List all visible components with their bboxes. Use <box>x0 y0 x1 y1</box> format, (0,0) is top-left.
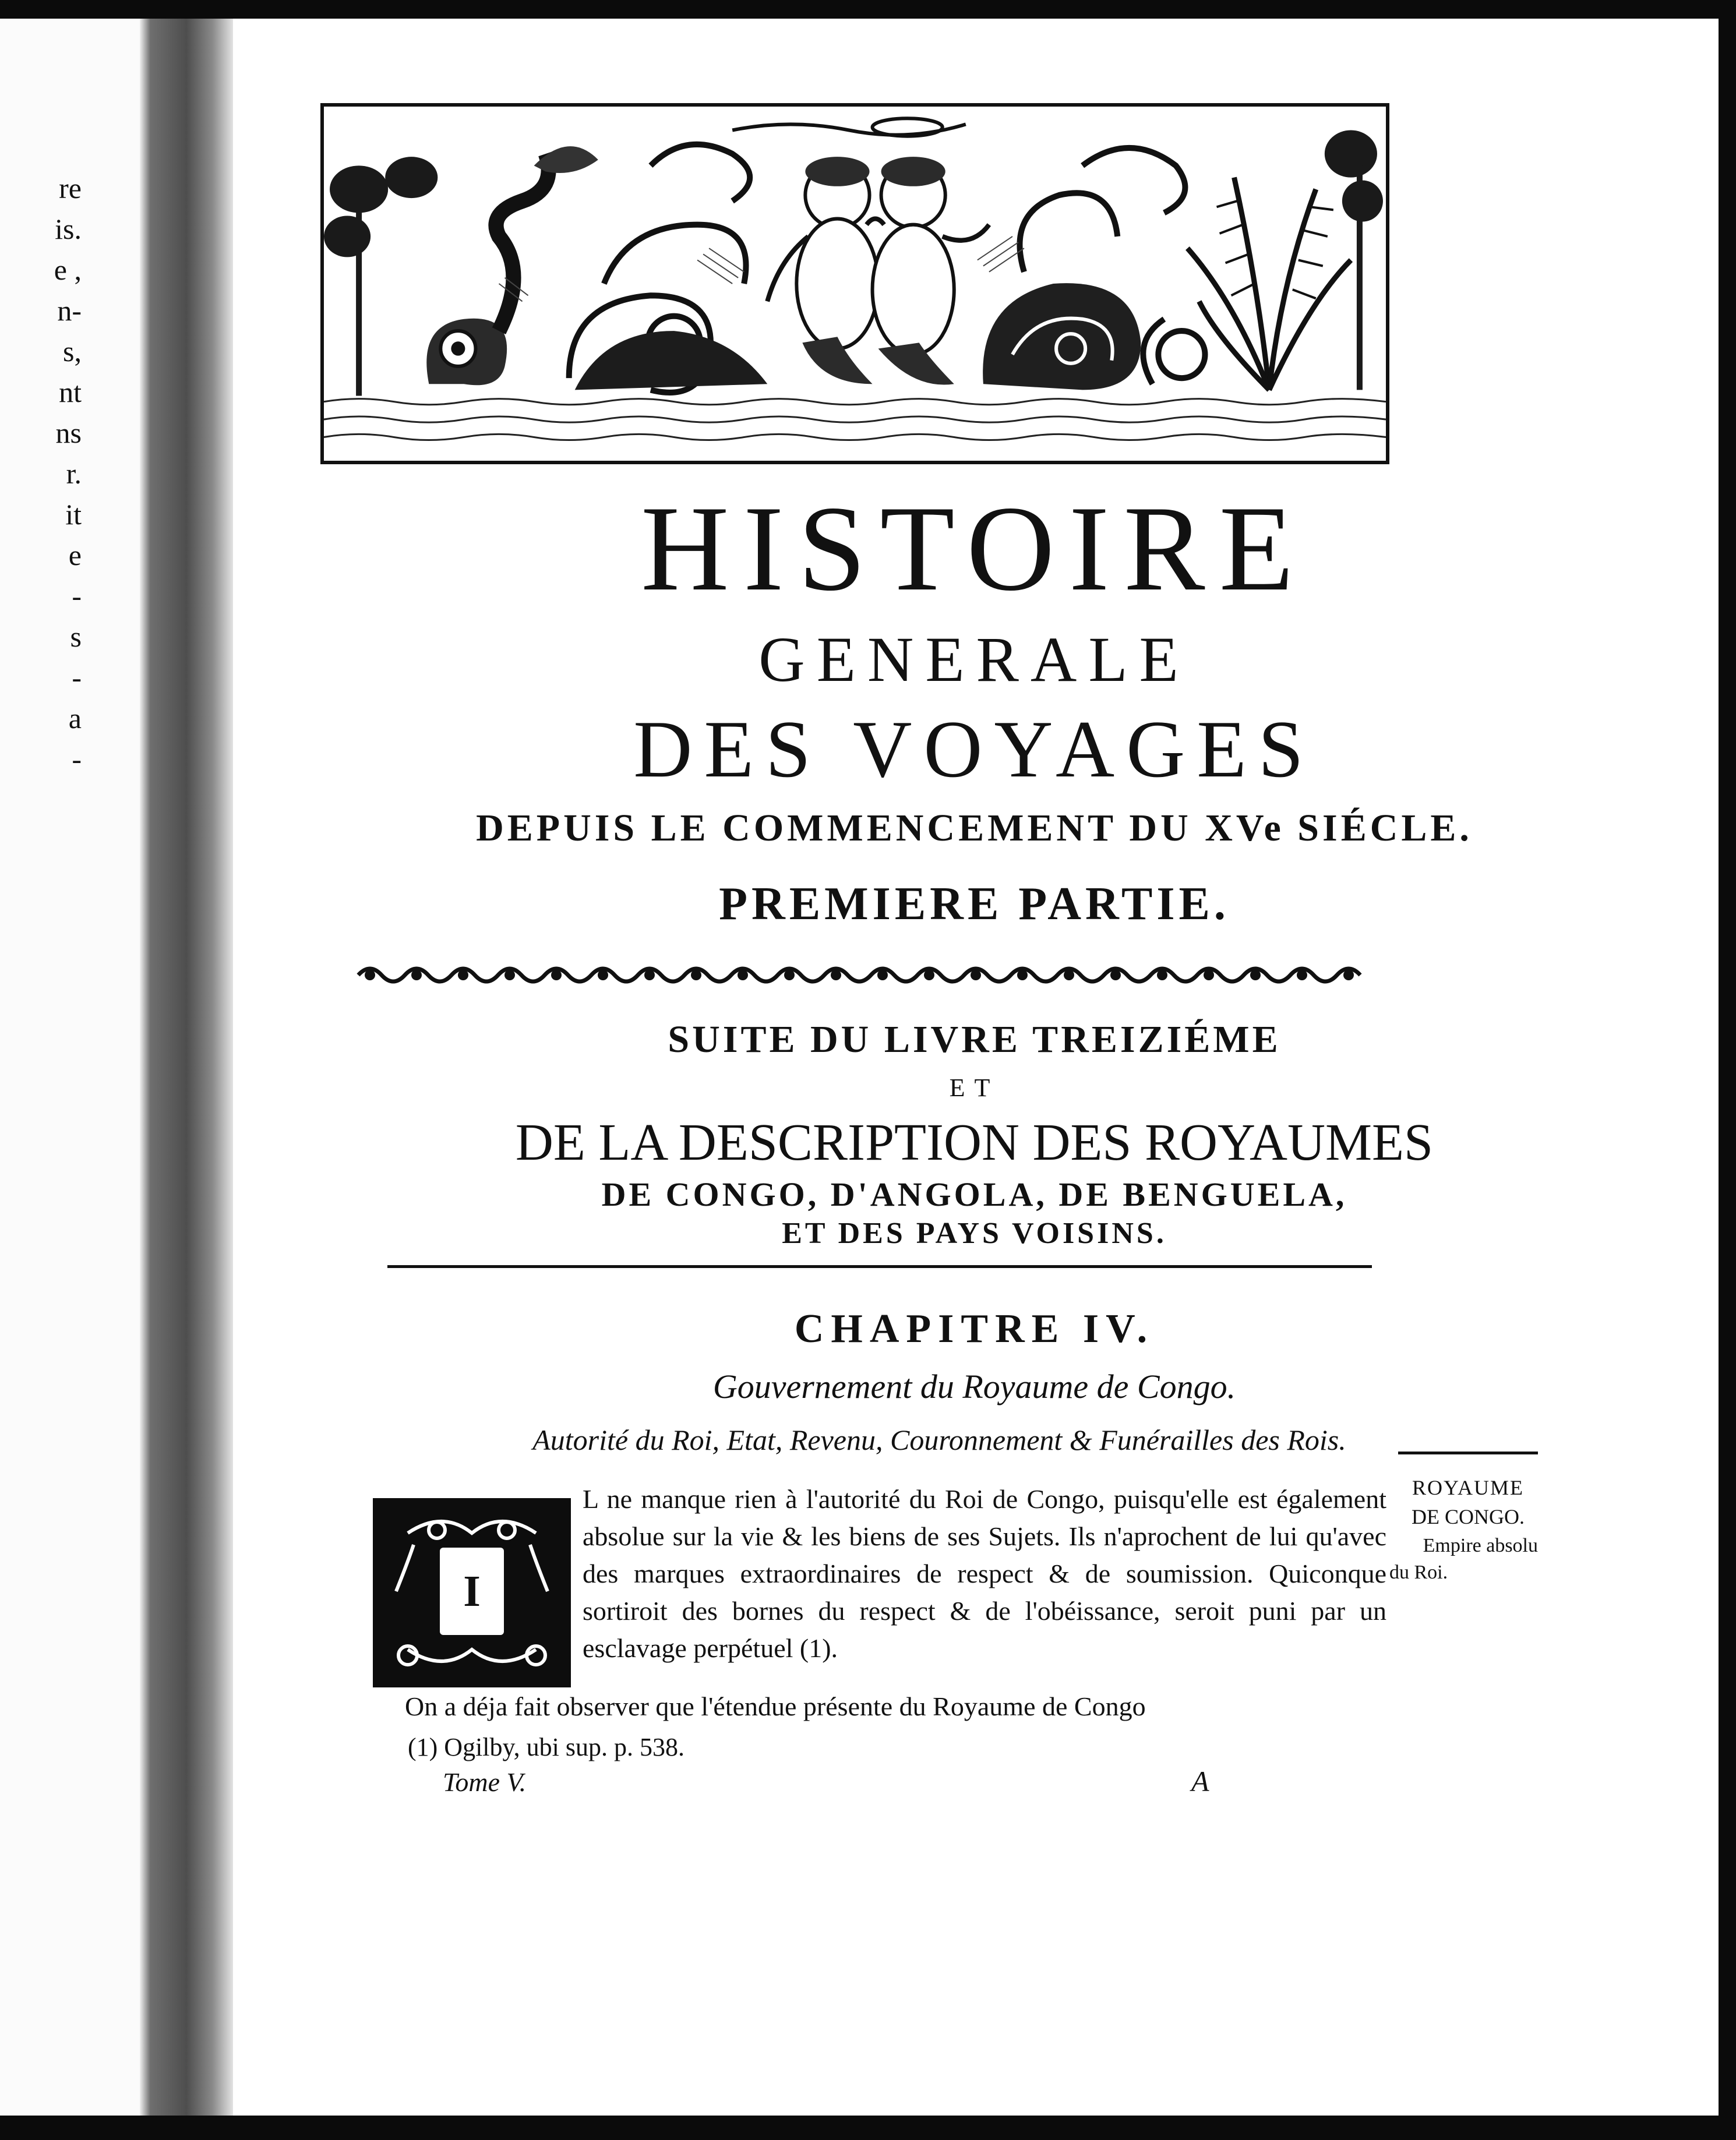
cherubs-engraving-icon <box>324 107 1386 461</box>
signature-mark: A <box>1191 1765 1209 1798</box>
fragment: - <box>72 661 82 694</box>
chapter-summary: Autorité du Roi, Etat, Revenu, Couronnement & Funérailles des Rois. <box>532 1424 1346 1456</box>
title-des-voyages: DES VOYAGES <box>633 704 1315 794</box>
margin-note-de-congo: DE CONGO. <box>1412 1505 1525 1528</box>
drop-cap-letter: I <box>463 1567 481 1616</box>
footnote: (1) Ogilby, ubi sup. p. 538. <box>408 1733 685 1761</box>
margin-note-du-roi: du Roi. <box>1389 1562 1448 1583</box>
fragment: is. <box>55 213 82 245</box>
fragment: re <box>59 172 82 204</box>
subtitle-suite-du-livre: SUITE DU LIVRE TREIZIÉME <box>668 1018 1281 1061</box>
margin-note-royaume: ROYAUME <box>1412 1476 1524 1499</box>
title-depuis: DEPUIS LE COMMENCEMENT DU XVe SIÉCLE. <box>476 807 1473 849</box>
initial-frame <box>440 1548 504 1635</box>
previous-page-text <box>17 172 82 775</box>
body-paragraph-2: On a déja fait observer que l'étendue présente du Royaume de Congo <box>405 1691 1146 1721</box>
margin-note-rule <box>1398 1452 1538 1454</box>
body-paragraph-1: L ne manque rien à l'autorité du Roi de Congo, puisqu'elle est également absolue sur la vie & les biens de ses Sujets. Ils n'aprochent de lui qu'avec des marques extraordinaires de respect & de soumission. Quiconque sortiroit des bornes du respect & de l'obéissance, seroit puni par un esclavage perpétuel (1). <box>583 1484 1386 1663</box>
fragment: s <box>70 620 82 653</box>
fragment: r. <box>66 457 82 490</box>
fragment: it <box>65 498 82 531</box>
fragment: a <box>68 702 82 734</box>
engraved-headpiece <box>320 103 1389 464</box>
scan-border-bottom <box>0 2116 1736 2140</box>
fragment: n- <box>57 294 82 327</box>
book-page <box>233 19 1719 2116</box>
fragment: ns <box>55 416 82 449</box>
volume-label: Tome V. <box>443 1767 527 1797</box>
fragment: - <box>72 580 82 612</box>
scan-border-top <box>0 0 1736 19</box>
scan-border-right <box>1719 0 1736 2140</box>
fragment: - <box>72 743 82 775</box>
chapter-title: Gouvernement du Royaume de Congo. <box>712 1368 1236 1406</box>
title-generale: GENERALE <box>758 624 1190 695</box>
horizontal-rule <box>387 1265 1372 1268</box>
subtitle-pays-voisins: ET DES PAYS VOISINS. <box>782 1217 1167 1250</box>
margin-note-empire: Empire absolu <box>1423 1535 1538 1556</box>
fragment: nt <box>59 376 82 408</box>
fragment: e <box>68 539 82 571</box>
previous-page-edge <box>0 19 140 2116</box>
fragment: e , <box>54 253 82 286</box>
fragment: s, <box>63 335 82 368</box>
title-premiere-partie: PREMIERE PARTIE. <box>719 878 1230 930</box>
subtitle-et: ET <box>949 1073 1000 1102</box>
title-histoire: HISTOIRE <box>641 481 1308 616</box>
ornamental-rule-icon <box>352 959 1366 991</box>
chapter-number: CHAPITRE IV. <box>794 1306 1155 1351</box>
subtitle-description: DE LA DESCRIPTION DES ROYAUMES <box>515 1114 1434 1171</box>
book-gutter <box>140 19 233 2116</box>
subtitle-congo-angola: DE CONGO, D'ANGOLA, DE BENGUELA, <box>601 1175 1347 1213</box>
decorated-initial <box>373 1498 571 1687</box>
